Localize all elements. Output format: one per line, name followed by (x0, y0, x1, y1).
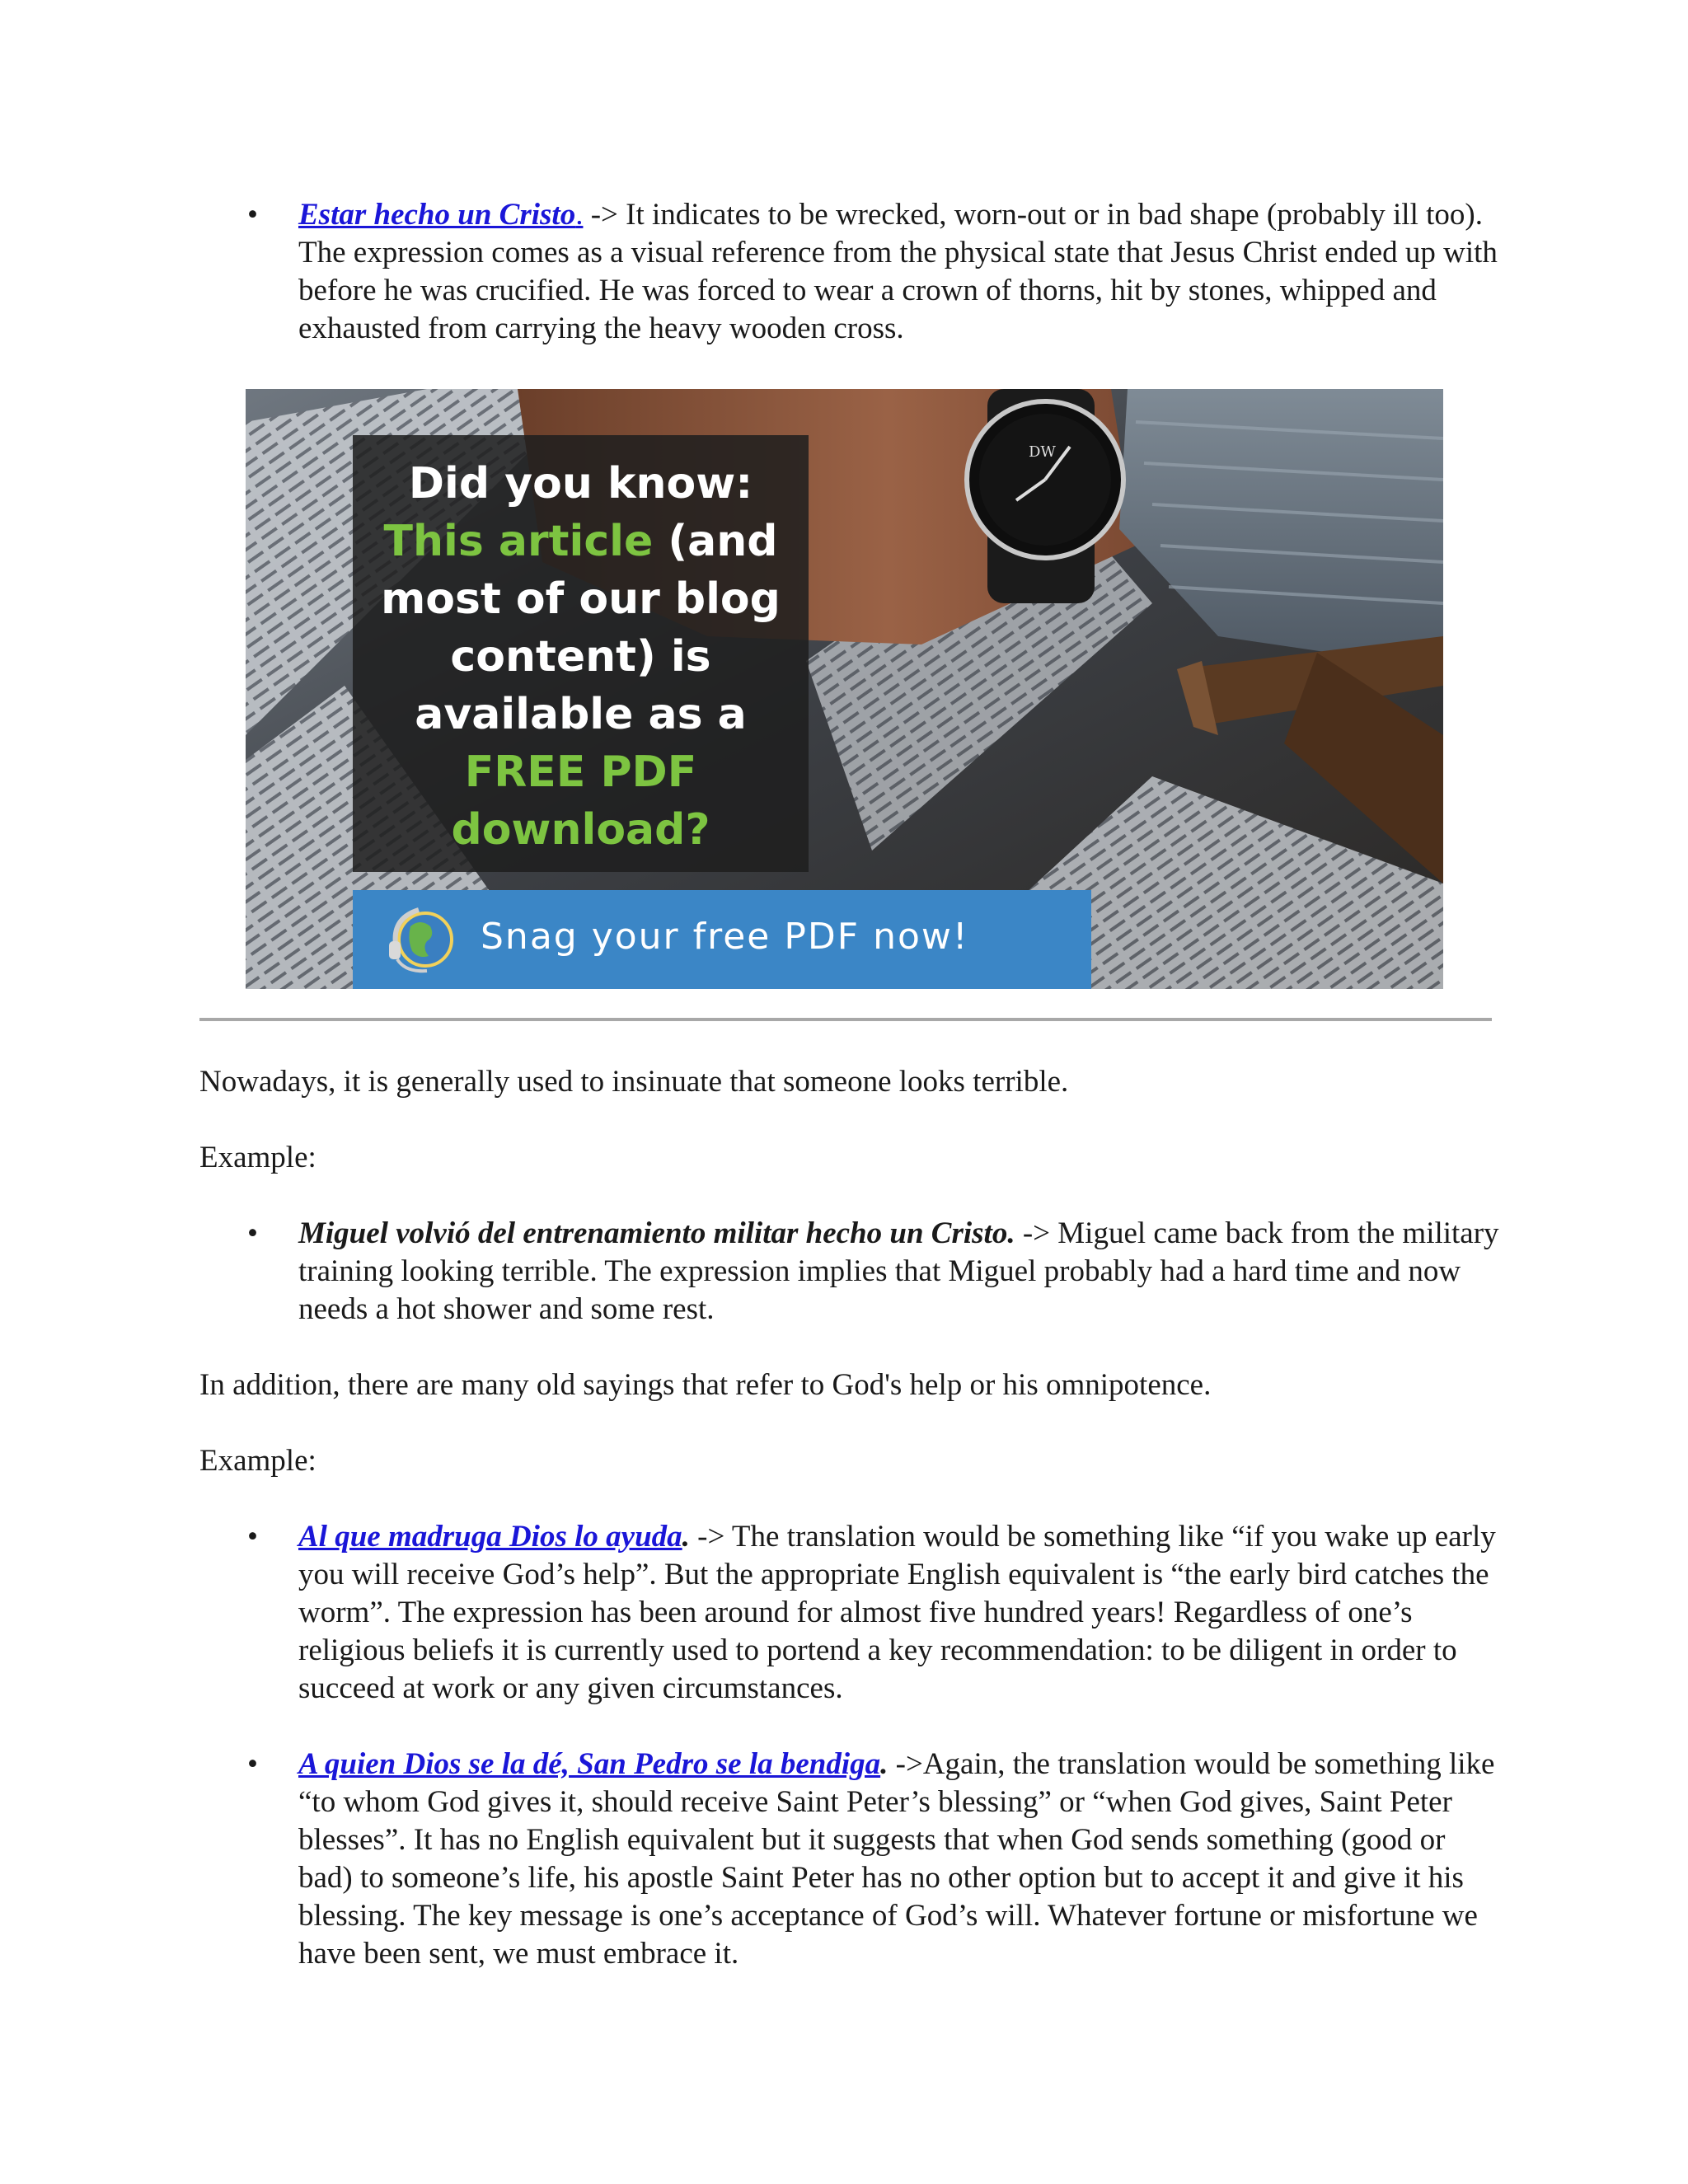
globe-headset-icon (386, 902, 460, 977)
link-al-que-madruga[interactable]: Al que madruga Dios lo ayuda (298, 1520, 682, 1554)
bullet-dot: • (247, 1520, 258, 1554)
term-suffix: . (682, 1520, 690, 1554)
article-body-lower (199, 1063, 1502, 1973)
article-body (199, 196, 1502, 348)
bullet-list-1 (199, 196, 1502, 348)
promo-line-1: Did you know: (408, 459, 753, 509)
promo-line-2-rest: (and (653, 517, 778, 566)
bullet-dot: • (247, 1747, 258, 1781)
paragraph-nowadays: Nowadays, it is generally used to insinuate that someone looks terrible. (199, 1065, 1069, 1099)
promo-line-4: content) is (450, 632, 711, 682)
free-pdf-banner[interactable] (246, 389, 1443, 989)
promo-line-2 (353, 513, 809, 570)
item-text: -> The translation would be something like “if you wake up early you will receive God’s help”. But the appropriate English equivalent is “the early bird catches the worm”. The expression has been around for almost five hundred years! Regardless of one’s religious beliefs it is currently used to portend a key recommendation: to be diligent in order to succeed at work or any given circumstances. (298, 1520, 1496, 1705)
link-suffix[interactable]: . (575, 198, 584, 232)
promo-line-2-green: This article (383, 517, 654, 566)
term-suffix: . (880, 1747, 889, 1781)
list-item (199, 1746, 1502, 1973)
watch-brand: DW (1029, 443, 1056, 461)
example-label-2: Example: (199, 1444, 316, 1478)
item-text: -> It indicates to be wrecked, worn-out or in bad shape (probably ill too). The expression comes as a visual reference from the physical state that Jesus Christ ended up with before he was crucified. He was forced to wear a crown of thorns, hit by stones, whipped and exhausted from carrying the heavy wooden cross. (298, 198, 1498, 345)
bullet-list-3 (199, 1518, 1502, 1973)
link-estar-hecho-un-cristo[interactable]: Estar hecho un Cristo (298, 198, 576, 232)
example-label-1: Example: (199, 1141, 316, 1174)
paragraph-in-addition: In addition, there are many old sayings that refer to God's help or his omnipotence. (199, 1368, 1212, 1402)
item-text: -> Miguel came back from the military training looking terrible. The expression implies that Miguel probably had a hard time and now needs a hot shower and some rest. (298, 1216, 1499, 1326)
bullet-list-2 (199, 1215, 1502, 1329)
promo-line-5: available as a (415, 690, 747, 739)
promo-line-3: most of our blog (381, 574, 781, 624)
example-sentence: Miguel volvió del entrenamiento militar hecho un Cristo. (298, 1216, 1015, 1250)
list-item (199, 196, 1502, 348)
item-text: ->Again, the translation would be something like “to whom God gives it, should receive Saint Peter’s blessing” or “when God gives, Saint Peter blesses”. It has no English equivalent but it suggests that when God sends something (good or bad) to someone’s life, his apostle Saint Peter has no other option but to accept it and give it his blessing. The key message is one’s acceptance of God’s will. Whatever fortune or misfortune we have been sent, we must embrace it. (298, 1747, 1495, 1971)
link-a-quien-dios[interactable]: A quien Dios se la dé, San Pedro se la bendiga (298, 1747, 881, 1781)
snag-pdf-label[interactable]: Snag your free PDF now! (481, 916, 969, 958)
promo-text (353, 455, 809, 859)
list-item (199, 1215, 1502, 1329)
bullet-dot: • (247, 198, 258, 232)
horizontal-divider (199, 1018, 1492, 1021)
bullet-dot: • (247, 1216, 258, 1250)
list-item (199, 1518, 1502, 1708)
promo-line-6: FREE PDF (464, 748, 697, 797)
promo-line-7: download? (451, 805, 710, 855)
